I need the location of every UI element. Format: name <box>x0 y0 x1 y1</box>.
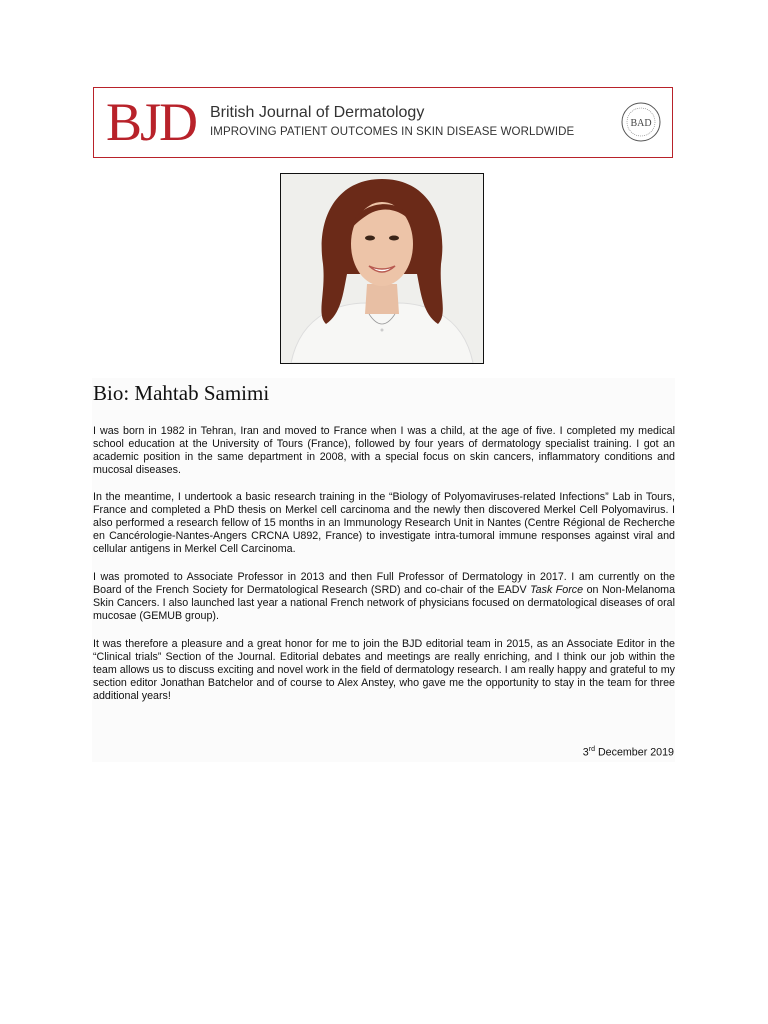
bio-paragraph-4: It was therefore a pleasure and a great honor for me to join the BJD editorial team in 2015, as an Associate Editor in the “Clinical trials” Section of the Journal. Editorial debates and meetings are really enriching, and I think our job within the team allows us to discuss exciting and novel work in the field of dermatology research. I am really happy and grateful to my section editor Jonathan Batchelor and of course to Alex Anstey, who gave me the opportunity to stay in the team for three additional years! <box>93 638 675 702</box>
bio-date <box>583 746 674 759</box>
journal-tagline: IMPROVING PATIENT OUTCOMES IN SKIN DISEASE WORLDWIDE <box>210 126 575 138</box>
society-seal-icon <box>621 102 661 142</box>
date-suffix: rd <box>588 746 595 753</box>
portrait-illustration <box>281 174 483 363</box>
date-day: 3 <box>582 746 589 759</box>
journal-name: British Journal of Dermatology <box>210 104 425 121</box>
bio-paragraph-2: In the meantime, I undertook a basic research training in the “Biology of Polyomaviruses-related Infections” Lab in Tours, France and completed a PhD thesis on Merkel cell carcinoma and the newly then discovered Merkel Cell Polyomavirus. I also performed a research fellow of 15 months in an Immunology Research Unit in Nantes (Centre Régional de Recherche en Cancérologie-Nantes-Angers CRCNA U892, France) to investigate intra-tumoral immune responses against viral and cellular antigens in Merkel Cell Carcinoma. <box>93 491 675 555</box>
bio-title: Bio: Mahtab Samimi <box>93 381 270 405</box>
portrait-photo <box>280 173 484 364</box>
bio-paragraph-1: I was born in 1982 in Tehran, Iran and moved to France when I was a child, at the age of five. I completed my medical school education at the University of Tours (France), followed by four years of dermatology specialist training. I got an academic position in the same department in 2008, with a special focus on skin cancers, inflammatory conditions and mucosal diseases. <box>93 425 675 476</box>
bio-paragraph-3: I was promoted to Associate Professor in 2013 and then Full Professor of Dermatology in 2017. I am currently on the Board of the French Society for Dermatological Research (SRD) and co-chair of the EADV Task Force on Non-Melanoma Skin Cancers. I also launched last year a national French network of physicians focused on dermatological diseases of oral mucosae (GEMUB group). <box>93 571 676 622</box>
bjd-logo: BJD <box>106 92 197 152</box>
seal-text: BAD <box>630 118 652 129</box>
task-force-emphasis: Task Force <box>530 584 584 596</box>
date-rest: December 2019 <box>594 746 674 759</box>
journal-banner <box>93 87 673 158</box>
